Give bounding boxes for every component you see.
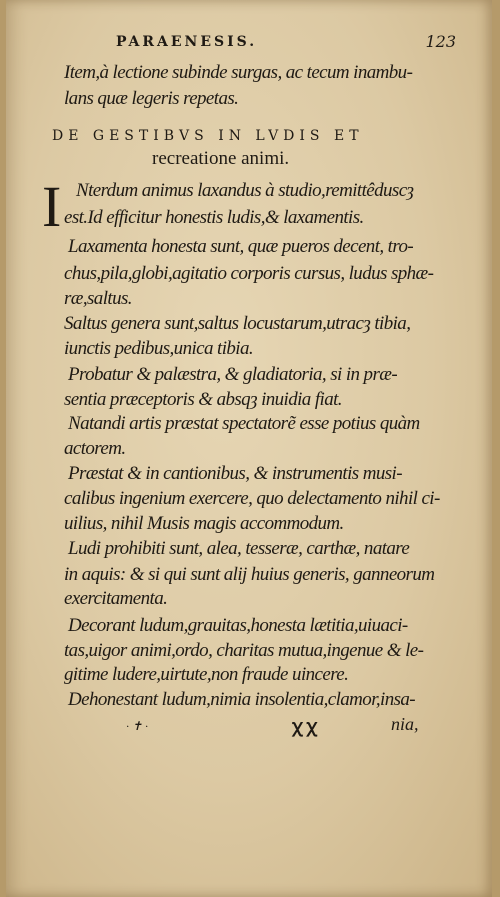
- page-number: 123: [425, 32, 456, 51]
- text-line: gitime ludere,uirtute,non fraude uincere.: [64, 664, 349, 685]
- text-line: Saltus genera sunt,saltus locustarum,utracȝ tibia,: [64, 313, 411, 334]
- text-line: iunctis pedibus,unica tibia.: [64, 338, 254, 359]
- footer-marks: · ✝ ·: [126, 719, 149, 733]
- text-line: tas,uigor animi,ordo, charitas mutua,ingenue & le-: [64, 640, 424, 661]
- section-heading: DE GESTIBVS IN LVDIS ET: [52, 128, 364, 144]
- catchword: nia,: [391, 714, 419, 734]
- text-line: Ludi prohibiti sunt, alea, tesseræ, carthæ, natare: [68, 538, 410, 559]
- book-page: [6, 0, 492, 897]
- drop-initial: I: [42, 174, 62, 239]
- text-line: Probatur & palæstra, & gladiatoria, si in præ-: [68, 364, 398, 385]
- text-line: Præstat & in cantionibus, & instrumentis musi-: [68, 463, 402, 484]
- text-line: in aquis: & si qui sunt alij huius generis, ganneorum: [64, 564, 435, 585]
- section-subheading: recreatione animi.: [152, 148, 290, 169]
- text-line: Laxamenta honesta sunt, quæ pueros decent, tro-: [68, 236, 414, 257]
- text-line: chus,pila,globi,agitatio corporis cursus, ludus sphæ-: [64, 263, 434, 284]
- text-line: Dehonestant ludum,nimia insolentia,clamor,insa-: [68, 689, 416, 710]
- text-line: Nterdum animus laxandus à studio,remittêduscȝ: [76, 180, 414, 201]
- text-line: actorem.: [64, 438, 126, 459]
- text-line: uilius, nihil Musis magis accommodum.: [64, 513, 344, 534]
- text-line: est.Id efficitur honestis ludis,& laxamentis.: [64, 207, 364, 228]
- text-line: ræ,saltus.: [64, 288, 132, 309]
- text-line: lans quæ legeris repetas.: [64, 88, 239, 109]
- text-line: Item,à lectione subinde surgas, ac tecum inambu-: [64, 62, 413, 83]
- text-line: sentia præceptoris & absqȝ inuidia fiat.: [64, 389, 342, 410]
- text-line: Decorant ludum,grauitas,honesta lætitia,uiuaci-: [68, 615, 408, 636]
- text-line: Natandi artis præstat spectatorẽ esse potius quàm: [68, 413, 420, 434]
- running-title: PARAENESIS.: [116, 34, 258, 50]
- text-line: exercitamenta.: [64, 588, 168, 609]
- signature-mark: ꭓ ꭓ: [292, 716, 317, 736]
- text-line: calibus ingenium exercere, quo delectamento nihil ci-: [64, 488, 440, 509]
